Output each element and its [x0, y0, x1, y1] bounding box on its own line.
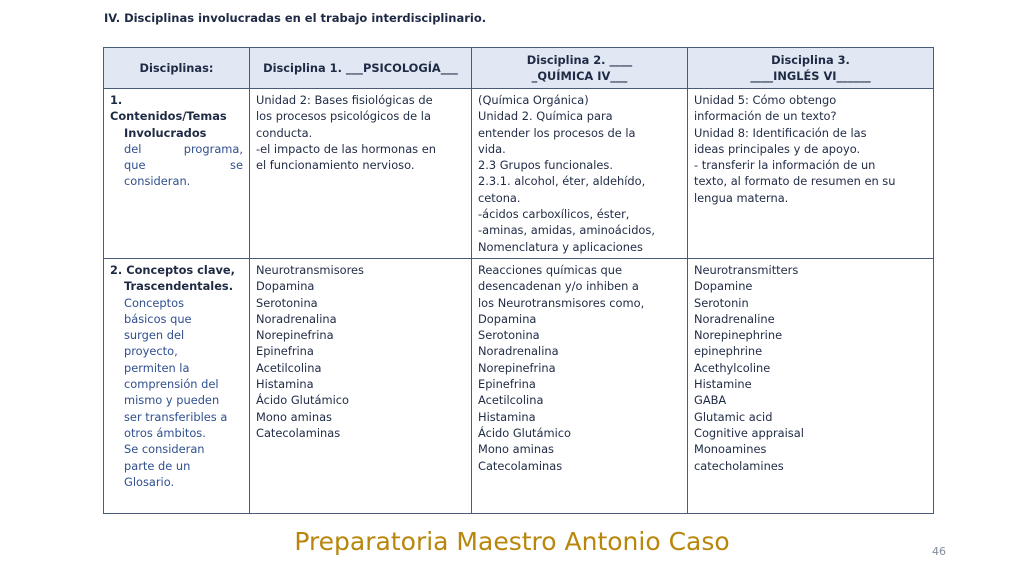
- row-label-bold: [110, 92, 243, 141]
- text-line: desencadenan y/o inhiben a: [478, 279, 639, 294]
- text-line: el funcionamiento nervioso.: [256, 158, 415, 173]
- text-line: Noradrenalina: [256, 311, 337, 326]
- text-line: texto, al formato de resumen en su: [694, 174, 896, 189]
- text-line: que se: [124, 158, 243, 173]
- text-line: Catecolaminas: [478, 458, 563, 473]
- text-line: Reacciones químicas que: [478, 263, 622, 277]
- text-line: Dopamina: [478, 311, 537, 326]
- page-number: 46: [932, 545, 946, 558]
- row-label-bold: [110, 262, 243, 295]
- text-line: Norepinefrina: [256, 328, 334, 343]
- text-line: Serotonina: [478, 328, 540, 343]
- text-line: proyecto,: [124, 344, 178, 359]
- header-disciplina-1: [250, 48, 472, 89]
- text-line: Glutamic acid: [694, 409, 773, 424]
- text-line: Acetilcolina: [256, 360, 322, 375]
- text-line: -el impacto de las hormonas en: [256, 141, 436, 156]
- row-label-description: [110, 141, 243, 190]
- cell-psicologia-conceptos: [250, 259, 472, 514]
- text-line: Catecolaminas: [256, 425, 341, 440]
- text-line: otros ámbitos.: [124, 425, 206, 440]
- text-line: comprensión del: [124, 377, 219, 392]
- row-label-contenidos: [104, 89, 250, 259]
- text-line: catecholamines: [694, 458, 784, 473]
- disciplines-table: [103, 47, 934, 514]
- text-line: Epinefrina: [478, 377, 536, 392]
- text-line: - transferir la información de un: [694, 158, 876, 173]
- text-line: Neurotransmitters: [694, 263, 799, 277]
- text-line: conducta.: [256, 125, 313, 140]
- text-line: básicos que: [124, 311, 192, 326]
- table-row: [104, 89, 934, 259]
- text-line: los procesos psicológicos de la: [256, 109, 431, 124]
- text-line: permiten la: [124, 360, 190, 375]
- cell-quimica-contenidos: [472, 89, 688, 259]
- text-line: Noradrenaline: [694, 311, 775, 326]
- text-line: Disciplinas:: [139, 60, 214, 75]
- text-line: Cognitive appraisal: [694, 425, 804, 440]
- text-line: Unidad 2. Química para: [478, 109, 613, 124]
- footer-title: Preparatoria Maestro Antonio Caso: [294, 527, 730, 556]
- text-line: Monoamines: [694, 442, 767, 457]
- text-line: Ácido Glutámico: [256, 393, 349, 408]
- header-disciplinas: [104, 48, 250, 89]
- header-disciplina-3: [688, 48, 934, 89]
- text-line: 1.: [110, 93, 123, 107]
- text-line: GABA: [694, 393, 727, 408]
- text-line: ser transferibles a: [124, 409, 228, 424]
- row-label-conceptos: [104, 259, 250, 514]
- text-line: Dopamine: [694, 279, 753, 294]
- text-line: Norepinefrina: [478, 360, 556, 375]
- text-line: 2. Conceptos clave,: [110, 263, 235, 277]
- text-line: Contenidos/Temas: [110, 109, 227, 124]
- text-line: Acetilcolina: [478, 393, 544, 408]
- text-line: Histamine: [694, 377, 752, 392]
- text-line: Serotonina: [256, 295, 318, 310]
- text-line: parte de un: [124, 458, 191, 473]
- text-line: del programa,: [124, 141, 243, 156]
- text-line: ideas principales y de apoyo.: [694, 141, 861, 156]
- text-line: Mono aminas: [478, 442, 554, 457]
- text-line: Mono aminas: [256, 409, 332, 424]
- text-line: los Neurotransmisores como,: [478, 295, 645, 310]
- text-line: _QUÍMICA IV___: [531, 69, 628, 83]
- text-line: mismo y pueden: [124, 393, 220, 408]
- text-line: -aminas, amidas, aminoácidos,: [478, 223, 655, 238]
- text-line: Serotonin: [694, 295, 749, 310]
- text-line: Involucrados: [124, 125, 207, 140]
- text-line: Norepinephrine: [694, 328, 783, 343]
- text-line: vida.: [478, 141, 506, 156]
- text-line: cetona.: [478, 190, 521, 205]
- text-line: Acethylcoline: [694, 360, 771, 375]
- row-label-description: [110, 295, 243, 491]
- text-line: -ácidos carboxílicos, éster,: [478, 207, 630, 222]
- text-line: Unidad 8: Identificación de las: [694, 125, 867, 140]
- text-line: ____INGLÉS VI______: [750, 69, 871, 83]
- text-line: (Química Orgánica): [478, 93, 589, 107]
- table-header-row: [104, 48, 934, 89]
- text-line: Neurotransmisores: [256, 263, 364, 277]
- header-disciplina-2: [472, 48, 688, 89]
- cell-quimica-conceptos: [472, 259, 688, 514]
- table-row: [104, 259, 934, 514]
- text-line: epinephrine: [694, 344, 763, 359]
- text-line: Noradrenalina: [478, 344, 559, 359]
- text-line: Conceptos: [124, 295, 185, 310]
- text-line: surgen del: [124, 328, 185, 343]
- text-line: Dopamina: [256, 279, 315, 294]
- text-line: Disciplina 1. ___PSICOLOGÍA___: [263, 60, 458, 75]
- text-line: 2.3.1. alcohol, éter, aldehído,: [478, 174, 646, 189]
- section-heading: IV. Disciplinas involucradas en el trabajo interdisciplinario.: [104, 11, 487, 25]
- text-line: Epinefrina: [256, 344, 314, 359]
- text-line: Nomenclatura y aplicaciones: [478, 239, 643, 254]
- text-line: 2.3 Grupos funcionales.: [478, 158, 613, 173]
- text-line: Disciplina 2. ____: [526, 52, 633, 67]
- text-line: Glosario.: [124, 474, 175, 489]
- text-line: Histamina: [256, 377, 314, 392]
- text-line: Histamina: [478, 409, 536, 424]
- text-line: Se consideran: [124, 442, 205, 457]
- text-line: lengua materna.: [694, 190, 789, 205]
- text-line: Unidad 5: Cómo obtengo: [694, 93, 837, 107]
- cell-ingles-conceptos: [688, 259, 934, 514]
- text-line: información de un texto?: [694, 109, 837, 124]
- cell-psicologia-contenidos: [250, 89, 472, 259]
- text-line: Ácido Glutámico: [478, 425, 571, 440]
- text-line: entender los procesos de la: [478, 125, 636, 140]
- text-line: Trascendentales.: [124, 279, 234, 294]
- text-line: consideran.: [124, 174, 191, 189]
- text-line: Unidad 2: Bases fisiológicas de: [256, 93, 433, 107]
- cell-ingles-contenidos: [688, 89, 934, 259]
- text-line: Disciplina 3.: [771, 52, 850, 67]
